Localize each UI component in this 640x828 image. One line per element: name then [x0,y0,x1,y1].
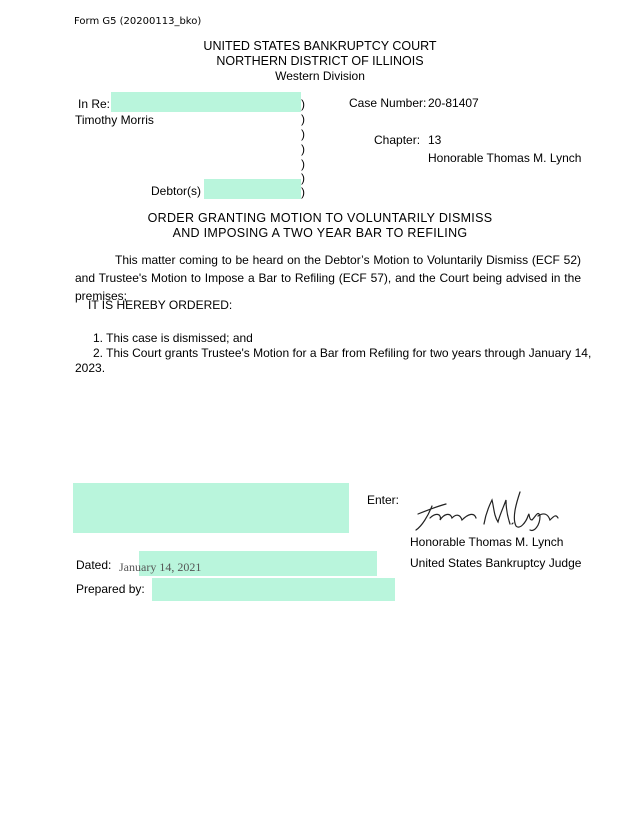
assigned-judge: Honorable Thomas M. Lynch [428,151,582,165]
court-division: Western Division [275,69,365,83]
signer-name: Honorable Thomas M. Lynch [410,535,564,549]
judge-signature [412,486,562,534]
case-number-label: Case Number: [349,96,427,110]
preamble-text: This matter coming to be heard on the Debtor’s Motion to Voluntarily Dismiss (ECF 52) and Trustee's Motion to Impose a Bar to Refiling (ECF 57), and the Court being advised in the premises; [75,253,581,303]
caption-paren: ) [301,157,305,171]
prepared-by-label: Prepared by: [76,582,145,596]
form-id: Form G5 (20200113_bko) [74,16,202,27]
caption-paren: ) [301,142,305,156]
dated-label: Dated: [76,558,112,572]
caption-paren: ) [301,112,305,126]
order-title-line2: AND IMPOSING A TWO YEAR BAR TO REFILING [172,226,468,240]
order-item-2: 2. This Court grants Trustee's Motion for a Bar from Refiling for two years through January 14, [93,346,592,360]
redacted-block [73,483,349,533]
redacted-prepared-by [152,578,395,601]
court-district: NORTHERN DISTRICT OF ILLINOIS [216,54,424,68]
chapter-label: Chapter: [374,133,421,147]
order-item-1: 1. This case is dismissed; and [93,331,253,345]
caption-paren: ) [301,171,305,185]
caption-paren: ) [301,97,305,111]
enter-label: Enter: [367,493,400,507]
order-title-line1: ORDER GRANTING MOTION TO VOLUNTARILY DISMISS [147,211,493,225]
in-re-label: In Re: [78,97,111,111]
redacted-case-name [111,92,301,112]
order-item-2-continued: 2023. [75,361,106,375]
ordered-heading: IT IS HEREBY ORDERED: [88,298,233,312]
signer-title: United States Bankruptcy Judge [410,556,582,570]
debtor-name: Timothy Morris [75,113,154,127]
chapter-number: 13 [428,133,442,147]
redacted-debtor-field [204,179,301,199]
caption-paren: ) [301,127,305,141]
case-number: 20-81407 [428,96,479,110]
dated-value: January 14, 2021 [119,560,202,574]
court-name: UNITED STATES BANKRUPTCY COURT [203,39,437,53]
preamble-paragraph [75,251,581,305]
caption-paren: ) [301,185,305,199]
debtor-label: Debtor(s) [151,184,202,198]
